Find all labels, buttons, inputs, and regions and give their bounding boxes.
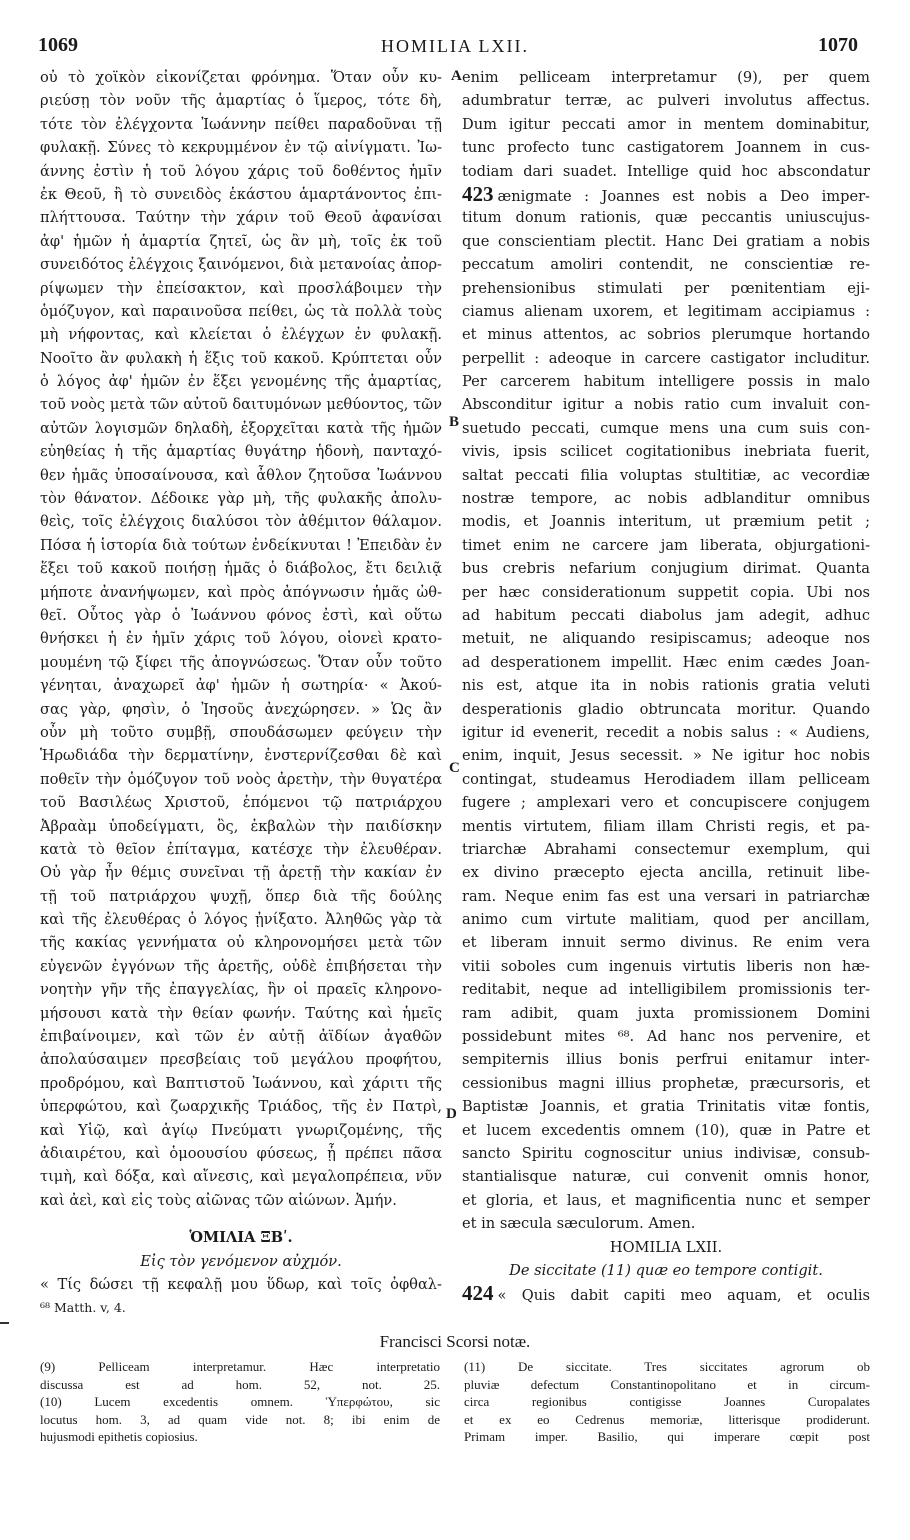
- greek-text-line: ὁμόζυγον, καὶ παραινοῦσα πείθει, ὡς τὰ πολλὰ τοὺς: [40, 302, 442, 320]
- latin-text-line: ad habitum peccati diabolus jam adegit, adhuc: [462, 606, 870, 624]
- latin-text-line: ram. Neque enim fas est una versari in patriarchæ: [462, 887, 870, 905]
- greek-text-line: καὶ τῆς ἐλευθέρας ὁ λόγος ᾐνίξατο. Ἀληθῶς γὰρ τὰ: [40, 911, 442, 929]
- latin-text-line: igitur id evenerit, recedit a nobis salus : « Audiens,: [462, 723, 870, 741]
- greek-text-line: άννης ἐστὶν ἡ τοῦ λόγου χάρις τοῦ δοθέντος ἡμῖν: [40, 162, 442, 180]
- column-marker-423: 423: [462, 182, 494, 206]
- latin-text-line: per hæc considerationum suppetit copia. Ubi nos: [462, 583, 870, 601]
- greek-text-line: θεν ἡμᾶς ὑποσαίνουσα, καὶ ἆθλον ζητοῦσα Ἰωάννου: [40, 466, 442, 484]
- greek-text-line: πλήττουσα. Ταύτην τὴν χάριν τοῦ Θεοῦ ἀφανίσαι: [40, 209, 442, 227]
- greek-text-line: συνειδότος ἐλέγχοις ξαινόμενοι, διὰ μετανοίας ἀπορ-: [40, 256, 442, 274]
- greek-footnote: ⁶⁸ Matth. v, 4.: [40, 1300, 126, 1316]
- note-line: hujusmodi epithetis copiosius.: [40, 1429, 198, 1445]
- latin-homily-first-line: « Quis dabit capiti meo aquam, et oculis: [497, 1287, 870, 1305]
- latin-text-line: triarchæ Abrahami consectemur exemplum, qui: [462, 840, 870, 858]
- page-number-left: 1069: [38, 34, 78, 56]
- section-gap: [40, 1212, 442, 1226]
- latin-text-line: et gloria, et laus, et magnificentia nunc et semper: [462, 1191, 870, 1209]
- note-line: et ex eo Cedrenus memoriæ, litterisque prodiderunt.: [464, 1411, 870, 1427]
- greek-text-line: εὐηθείας ἡ τῆς ἁμαρτίας θυγάτηρ ἡδονὴ, πανταχό-: [40, 443, 442, 461]
- latin-text-line: modis, et Joannis interitum, ut præmium petit ;: [462, 513, 870, 531]
- latin-text-line: peccatum amoliri contendit, ne conscientiæ re-: [462, 256, 870, 274]
- latin-text-line: perpellit : adeoque in carcere castigator includitur.: [462, 349, 870, 367]
- notes-heading: Francisci Scorsi notæ.: [379, 1332, 531, 1351]
- running-title: HOMILIA LXII.: [381, 36, 529, 56]
- greek-text-line: ρίψωμεν τὴν ἐπείσακτον, καὶ προσλάβοιμεν τὴν: [40, 279, 442, 297]
- greek-text-line: μήποτε ἀνανήψωμεν, καὶ πρὸς ἀπόγνωσιν ἡμᾶς ὠθ-: [40, 583, 442, 601]
- edge-mark: [0, 1322, 9, 1324]
- latin-text-line: animo cum virtute malitiam, quod per ancillam,: [462, 911, 870, 929]
- greek-text-line: καὶ ἀεὶ, καὶ εἰς τοὺς αἰῶνας τῶν αἰώνων. Ἀμήν.: [40, 1191, 397, 1209]
- note-line: (10) Lucem excedentis omnem. Ὑπερφώτου, sic: [40, 1394, 440, 1410]
- latin-text-line: ad desperationem impellit. Hæc enim cædes Joan-: [462, 653, 870, 671]
- latin-text-line: fugere ; amplexari vero et concupiscere conjugem: [462, 794, 870, 812]
- latin-text-line: prehensionibus stimulati per pœnitentiam eji-: [462, 279, 870, 297]
- greek-text-line: οὐ τὸ χοϊκὸν εἰκονίζεται φρόνημα. Ὅταν οὖν κυ-: [40, 69, 442, 86]
- latin-text-line: Baptistæ Joannis, et gratia Trinitatis vitæ fontis,: [462, 1098, 870, 1116]
- latin-text-line: suetudo peccati, cumque mens una cum suis con-: [462, 419, 870, 437]
- column-marker-424: 424: [462, 1282, 494, 1306]
- latin-text-line: et lucem excedentis omnem (10), quæ in Patre et: [462, 1121, 870, 1139]
- greek-text-line: τιμὴ, καὶ δόξα, καὶ αἴνεσις, καὶ μεγαλοπρέπεια, νῦν: [40, 1168, 442, 1186]
- latin-text-body-a: [462, 66, 870, 183]
- greek-text-line: καὶ Υἱῷ, καὶ ἁγίῳ Πνεύματι γνωριζομένης, τῆς: [40, 1121, 442, 1139]
- latin-text-line: ciamus alienam uxorem, et legitimam accipiamus :: [462, 302, 870, 320]
- greek-text-line: θνήσκει ἡ ἐν ἡμῖν χάρις τοῦ λόγου, οἱονεὶ κρατο-: [40, 630, 442, 648]
- note-line: Primam imper. Basilio, qui imperare cœpit post: [464, 1429, 870, 1445]
- latin-column: [462, 66, 870, 1306]
- note-line: discussa est ad hom. 52, not. 25.: [40, 1376, 440, 1392]
- greek-homily-title: ὉΜΙΛΙΑ ΞΒʹ.: [189, 1229, 293, 1247]
- latin-homily-title: HOMILIA LXII.: [609, 1238, 723, 1256]
- latin-text-line: titum donum rationis, quæ peccantis uniuscujus-: [462, 209, 870, 227]
- greek-text-line: τὸν θάνατον. Δέδοικε γὰρ μὴ, τῆς φυλακῆς ἀπολυ-: [40, 490, 442, 508]
- margin-letter-d: D: [446, 1106, 457, 1122]
- margin-letter-c: C: [449, 760, 460, 776]
- latin-text-line: nis est, atque ita in nobis rationis gratia veluti: [462, 677, 870, 695]
- latin-text-line: ram adibit, quam juxta promissionem Domini: [462, 1004, 870, 1022]
- greek-text-line: προδρόμου, καὶ Βαπτιστοῦ Ἰωάννου, καὶ χάριτι τῆς: [40, 1074, 442, 1092]
- notes-left-column: [40, 1358, 440, 1446]
- latin-text-line: sempiternis illius bonis perfrui enitamur inter-: [462, 1051, 870, 1069]
- latin-text-line: adumbratur terræ, ac pulveri involutus affectus.: [462, 92, 870, 110]
- running-header: [30, 30, 880, 64]
- latin-homily-first-line-row: [462, 1282, 870, 1305]
- greek-text-line: θεὶς, τοῖς ἐλέγχοις διαλύσοι τὸν ἀθέμιτον θάλαμον.: [40, 513, 442, 531]
- latin-text-line: nostræ tempore, ac nobis adblanditur omnibus: [462, 490, 870, 508]
- greek-text-line: θεῖ. Οὗτος γὰρ ὁ Ἰωάννου φόνος ἐστὶ, καὶ οὕτω: [40, 606, 442, 624]
- greek-text-line: Οὐ γὰρ ἦν θέμις συνεῖναι τῇ ἀρετῇ τὴν κακίαν ἐν: [40, 864, 442, 882]
- latin-text-line: reditabit, neque ad intelligibilem promissionis ter-: [462, 981, 870, 999]
- margin-letter-b: B: [449, 414, 460, 430]
- latin-text-line: contingat, studeamus Herodiadem illam pelliceam: [462, 770, 870, 788]
- greek-text-line: αὐτῶν λογισμῶν δηλαδὴ, ἐξορχεῖται κατὰ τῆς ἡμῶν: [40, 419, 442, 437]
- greek-text-line: ἀφ' ἡμῶν ἡ ἁμαρτία ζητεῖ, ὡς ἂν μὴ, τοῖς ἐκ τοῦ: [40, 232, 442, 250]
- latin-text-line: vivis, ipsis scilicet cogitationibus inebriata fuerit,: [462, 443, 870, 461]
- latin-text-line: Dum igitur peccati amor in mentem dominabitur,: [462, 115, 870, 133]
- latin-text-line: ex divino præcepto ejecta ancilla, retinuit libe-: [462, 864, 870, 882]
- greek-text-line: τότε τὸν ἐλέγχοντα Ἰωάννην πείθει παραδοῦναι τῇ: [40, 115, 442, 133]
- greek-text-line: ὁ λόγος ἀφ' ἡμῶν ἐν ἕξει γενομένης τῆς ἁμαρτίας,: [40, 373, 442, 391]
- latin-homily-subtitle: De siccitate (11) quæ eo tempore contigit.: [509, 1261, 823, 1279]
- greek-text-body: [40, 66, 442, 1212]
- latin-text-line: possidebunt mites ⁶⁸. Ad hanc nos pervenire, et: [462, 1028, 870, 1046]
- latin-line-423: ænigmate : Joannes est nobis a Deo imper-: [497, 187, 870, 205]
- greek-text-line: ἕξει τοῦ κακοῦ ποιήσῃ ἡμᾶς ὁ διάβολος, ἔτι δειλιᾷ: [40, 560, 442, 578]
- greek-text-line: νοητὴν γῆν τῆς ἐπαγγελίας, ἣν οἱ πραεῖς κληρονο-: [40, 981, 442, 999]
- greek-text-line: ἐκ Θεοῦ, ἢ τὸ συνειδὸς ἑκάστου ἁμαρτάνοντος ἐπι-: [40, 185, 442, 203]
- latin-text-line: desperationis gladio obtruncata moritur. Quando: [462, 700, 870, 718]
- latin-text-line: stantialisque naturæ, cui convenit omnis honor,: [462, 1168, 870, 1186]
- greek-text-line: ὑπερφώτου, καὶ ζωαρχικῆς Τριάδος, τῆς ἐν Πατρὶ,: [40, 1098, 442, 1116]
- latin-text-line: cessionibus magni illius prophetæ, præcursoris, et: [462, 1074, 870, 1092]
- greek-text-line: γένηται, ἀναχωρεῖ ἀφ' ἡμῶν ἡ σωτηρία· « Ἀκού-: [40, 677, 442, 695]
- note-line: (11) De siccitate. Tres siccitates agrorum ob: [464, 1359, 870, 1374]
- latin-text-line: sancto Spiritu cognoscitur unius indivisæ, consub-: [462, 1144, 870, 1162]
- greek-text-line: σας γὰρ, φησὶν, ὁ Ἰησοῦς ἀνεχώρησεν. » Ὡς ἂν: [40, 700, 442, 718]
- latin-text-line: enim pelliceam interpretamur (9), per quem: [462, 69, 870, 86]
- latin-text-line: enim, inquit, Jesus secessit. » Ne igitur hoc nobis: [462, 747, 870, 765]
- page-number-right: 1070: [818, 34, 858, 56]
- latin-text-line: mentis virtutem, filiam illam Christi regis, et pa-: [462, 817, 870, 835]
- latin-line-with-marker: [462, 183, 870, 206]
- note-line: (9) Pelliceam interpretamur. Hæc interpretatio: [40, 1359, 440, 1374]
- latin-text-line: que conscientiam plectit. Hanc Dei gratiam a nobis: [462, 232, 870, 250]
- latin-text-line: tunc profecto tunc castigatorem Joannem in cus-: [462, 139, 870, 157]
- greek-text-line: τοῦ Βασιλέως Χριστοῦ, ἑπόμενοι τῷ πατριάρχου: [40, 794, 442, 812]
- greek-text-line: τῆς κακίας γεννήματα οὐ κληρονομήσει μετὰ τῶν: [40, 934, 442, 952]
- latin-text-line: et in sæcula sæculorum. Amen.: [462, 1215, 696, 1233]
- note-line: circa regionibus contigisse Joannes Curopalates: [464, 1394, 870, 1410]
- greek-text-line: ἐπιβαίνοιμεν, καὶ τῶν ἐν αὐτῇ ἀϊδίων ἀγαθῶν: [40, 1028, 442, 1046]
- note-line: locutus hom. 3, ad quam vide not. 8; ibi enim de: [40, 1411, 440, 1427]
- greek-text-line: Νοοῖτο ἂν φυλακὴ ἡ ἕξις τοῦ κακοῦ. Κρύπτεται οὖν: [40, 349, 442, 367]
- greek-text-line: Ἡρωδιάδα τὴν δερματίνην, ἐνστερνίζεσθαι δὲ καὶ: [40, 747, 442, 765]
- greek-text-line: οὖν μὴ τοῦτο συμβῇ, σπουδάσωμεν φεύγειν τὴν: [40, 723, 442, 741]
- latin-text-line: timet enim ne carcere jam liberata, objurgationi-: [462, 536, 870, 554]
- greek-text-line: ἀδιαιρέτου, καὶ ὁμοουσίου φύσεως, ᾗ πρέπει πᾶσα: [40, 1144, 442, 1162]
- latin-text-line: bus crebris nefarium conjugium dirimat. Quanta: [462, 560, 870, 578]
- greek-column: [40, 66, 442, 1320]
- greek-text-line: Ἀβραὰμ ὑποδείγματι, ὃς, ἐκβαλὼν τὴν παιδίσκην: [40, 817, 442, 835]
- greek-text-line: ἀπολαύσαιμεν πρεσβείαις τοῦ μεγάλου προφήτου,: [40, 1051, 442, 1069]
- latin-text-line: et liberam innuit sermo divinus. Re enim vera: [462, 934, 870, 952]
- latin-text-line: todiam dari suadet. Intellige quid hoc abscondatur: [462, 162, 870, 180]
- greek-text-line: μὴ νήφοντας, καὶ κλείεται ὁ ἐλέγχων ἐν φυλακῇ.: [40, 326, 442, 344]
- greek-text-line: τῇ τοῦ πατριάρχου ψυχῇ, ὅπερ διὰ τῆς δούλης: [40, 887, 442, 905]
- margin-letter-a: A: [451, 68, 462, 84]
- greek-text-line: Πόσα ἡ ἱστορία διὰ τούτων ἐνδείκνυται ! Ἐπειδὰν ἐν: [40, 536, 442, 554]
- notes-right-column: [464, 1358, 870, 1446]
- greek-text-line: τοῦ νοὸς μετὰ τῶν αὐτοῦ δαιτυμόνων μεθύοντος, τῶν: [40, 396, 442, 414]
- latin-text-line: Absconditur igitur a nobis ratio cum invaluit con-: [462, 396, 870, 414]
- note-line: pluviæ defectum Constantinopolitano et in circum-: [464, 1376, 870, 1392]
- latin-text-line: saltat peccati filia voluptas stultitiæ, ac vecordiæ: [462, 466, 870, 484]
- greek-text-line: ριεύσῃ τὸν νοῦν τῆς ἁμαρτίας ὁ ἵμερος, τότε δὴ,: [40, 92, 442, 110]
- latin-text-line: metuit, ne aliquando resipiscamus; adeoque nos: [462, 630, 870, 648]
- greek-homily-subtitle: Εἰς τὸν γενόμενον αὐχμόν.: [140, 1252, 342, 1270]
- latin-text-line: Per carcerem habitum intelligere possis in malo: [462, 373, 870, 391]
- greek-text-line: μήσουσι κατὰ τὴν θείαν φωνήν. Ταύτης καὶ ἡμεῖς: [40, 1004, 442, 1022]
- greek-text-line: φυλακῇ. Σύνες τὸ κεκρυμμένον ἐν τῷ αἰνίγματι. Ἰω-: [40, 139, 442, 157]
- greek-text-line: εὐγενῶν ἐγγόνων τῆς ἀρετῆς, οὐδὲ ἐπιβήσεται τὴν: [40, 957, 442, 975]
- greek-text-line: ποθεῖν τὴν ὁμόζυγον τοῦ νοὸς ἀρετὴν, τὴν θυγατέρα: [40, 770, 442, 788]
- greek-text-line: μουμένη τῷ ξίφει τῆς ἀπογνώσεως. Ὅταν οὖν τοῦτο: [40, 653, 442, 671]
- greek-homily-first-line: « Τίς δώσει τῇ κεφαλῇ μου ὕδωρ, καὶ τοῖς ὀφθαλ-: [40, 1275, 442, 1293]
- greek-text-line: κατὰ τὸ θεῖον ἐπίταγμα, κατέσχε τὴν ἐλευθέραν.: [40, 840, 442, 858]
- latin-text-line: vitii soboles cum ingenuis virtutis liberis non hæ-: [462, 957, 870, 975]
- latin-text-body-b: [462, 206, 870, 1235]
- latin-text-line: et minus attentos, ac sobrios plerumque hortando: [462, 326, 870, 344]
